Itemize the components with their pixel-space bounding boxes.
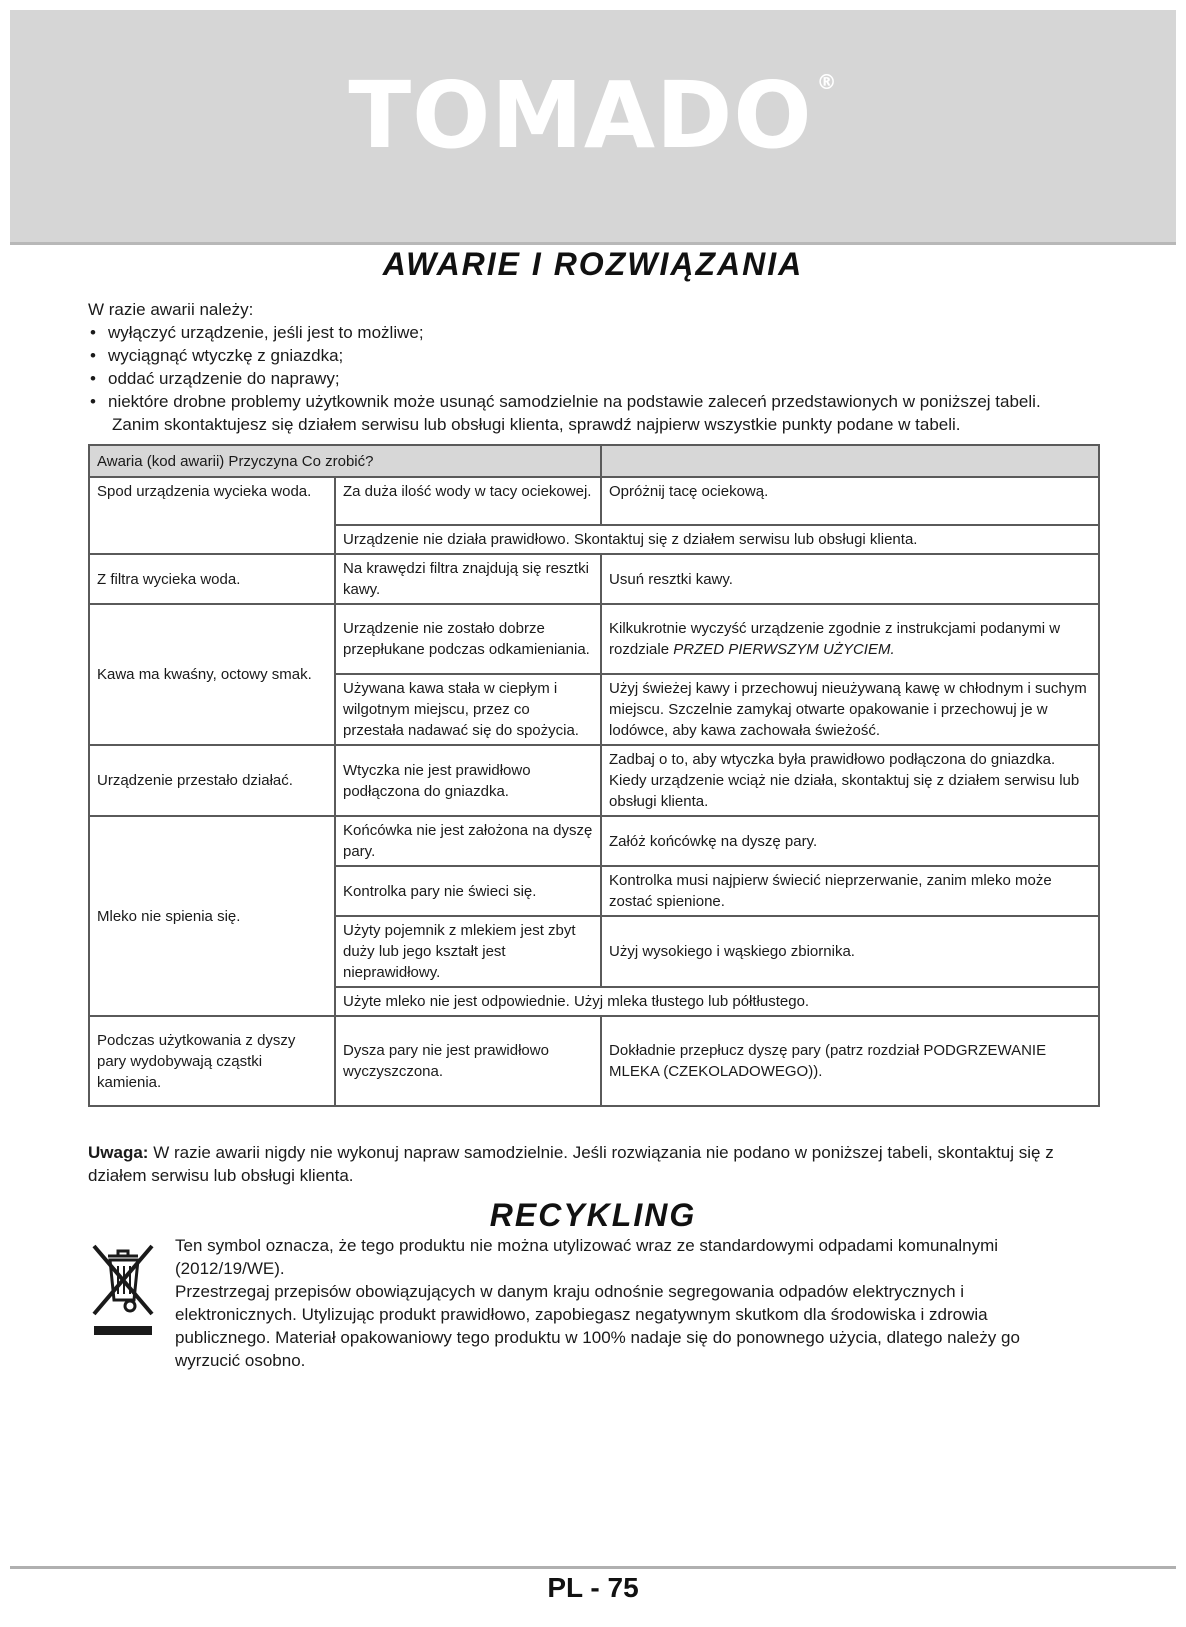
intro-bullet: • wyciągnąć wtyczkę z gniazdka;: [88, 344, 1098, 367]
cause-cell: Wtyczka nie jest prawidłowo podłączona do gniazdka.: [335, 745, 601, 816]
section-title-recycling: RECYKLING: [489, 1197, 697, 1233]
fix-cell: Dokładnie przepłucz dyszę pary (patrz rozdział PODGRZEWANIE MLEKA (CZEKOLADOWEGO)).: [601, 1016, 1099, 1106]
fault-cell: Mleko nie spienia się.: [89, 816, 335, 1016]
table-header-row: [89, 445, 1099, 477]
fix-cell: Załóż końcówkę na dyszę pary.: [601, 816, 1099, 866]
recycling-paragraph: Przestrzegaj przepisów obowiązujących w danym kraju odnośnie segregowania odpadów elektrycznych i elektronicznych. Utylizując produkt prawidłowo, zapobiegasz negatywnym skutkom dla środowiska i zdrowia publicznego. Materiał opakowaniowy tego produktu w 100% nadaje się do ponownego użycia, dlatego należy go wyrzucić osobno.: [175, 1282, 1020, 1370]
fault-cell: Kawa ma kwaśny, octowy smak.: [89, 604, 335, 745]
fault-cell: Podczas użytkowania z dyszy pary wydobywają cząstki kamienia.: [89, 1016, 335, 1106]
brand-logo: [10, 62, 1176, 169]
intro-bullet-continuation: Zanim skontaktujesz się działem serwisu lub obsługi klienta, sprawdź najpierw wszystkie punkty podane w tabeli.: [112, 415, 961, 434]
note-text: W razie awarii nigdy nie wykonuj napraw samodzielnie. Jeśli rozwiązania nie podano w poniższej tabeli, skontaktuj się z działem serwisu lub obsługi klienta.: [88, 1143, 1054, 1185]
intro-text: W razie awarii należy:: [88, 300, 254, 319]
cause-cell: Na krawędzi filtra znajdują się resztki kawy.: [335, 554, 601, 604]
table-row: [89, 604, 1099, 674]
table-header-cell: Awaria (kod awarii) Przyczyna Co zrobić?: [89, 445, 601, 477]
intro-bullet: • niektóre drobne problemy użytkownik może usunąć samodzielnie na podstawie zaleceń przedstawionych w poniższej tabeli.: [88, 390, 1098, 413]
table-row: [89, 477, 1099, 525]
warning-note: [88, 1141, 1098, 1187]
faults-intro: [88, 298, 1098, 436]
table-header-cell-empty: [601, 445, 1099, 477]
fault-cell: Urządzenie przestało działać.: [89, 745, 335, 816]
cause-cell: Końcówka nie jest założona na dyszę pary.: [335, 816, 601, 866]
cause-cell: Za duża ilość wody w tacy ociekowej.: [335, 477, 601, 525]
table-row: [89, 816, 1099, 866]
section-title-faults: AWARIE I ROZWIĄZANIA: [382, 246, 804, 282]
recycling-paragraph: Ten symbol oznacza, że tego produktu nie można utylizować wraz ze standardowymi odpadami komunalnymi (2012/19/WE).: [175, 1236, 999, 1278]
table-row: [89, 745, 1099, 816]
cause-cell: Kontrolka pary nie świeci się.: [335, 866, 601, 916]
cause-cell: Urządzenie nie zostało dobrze przepłukane podczas odkamieniania.: [335, 604, 601, 674]
merged-cell: Użyte mleko nie jest odpowiednie. Użyj mleka tłustego lub półtłustego.: [335, 987, 1099, 1016]
fix-cell: Użyj świeżej kawy i przechowuj nieużywaną kawę w chłodnym i suchym miejscu. Szczelnie zamykaj otwarte opakowanie i przechowuj je w lodówce, aby kawa zachowała świeżość.: [601, 674, 1099, 745]
intro-bullet: • oddać urządzenie do naprawy;: [88, 367, 1098, 390]
table-row: [89, 554, 1099, 604]
header-banner: [10, 10, 1176, 245]
weee-bin-icon: [90, 1240, 156, 1336]
fix-text: Kilkukrotnie wyczyść urządzenie zgodnie z instrukcjami podanymi w rozdziale: [609, 620, 1061, 658]
merged-cell: Urządzenie nie działa prawidłowo. Skontaktuj się z działem serwisu lub obsługi klienta.: [335, 525, 1099, 554]
fix-cell: [601, 604, 1099, 674]
fault-cell: Z filtra wycieka woda.: [89, 554, 335, 604]
fix-cell: Opróżnij tacę ociekową.: [601, 477, 1099, 525]
cause-cell: Użyty pojemnik z mlekiem jest zbyt duży lub jego kształt jest nieprawidłowy.: [335, 916, 601, 987]
fix-cell: Użyj wysokiego i wąskiego zbiornika.: [601, 916, 1099, 987]
table-row: [89, 1016, 1099, 1106]
page-number: PL - 75: [547, 1572, 639, 1603]
fix-cell: Zadbaj o to, aby wtyczka była prawidłowo podłączona do gniazdka. Kiedy urządzenie wciąż nie działa, skontaktuj się z działem serwisu lub obsługi klienta.: [601, 745, 1099, 816]
note-label: Uwaga:: [88, 1143, 149, 1162]
fix-cell: Usuń resztki kawy.: [601, 554, 1099, 604]
brand-name: TOMADO: [348, 62, 813, 169]
cause-cell: Dysza pary nie jest prawidłowo wyczyszczona.: [335, 1016, 601, 1106]
registered-mark: ®: [816, 70, 838, 94]
fault-cell: Spod urządzenia wycieka woda.: [89, 477, 335, 554]
footer-divider: [10, 1566, 1176, 1569]
recycling-text: [175, 1234, 1075, 1372]
troubleshooting-table: [88, 444, 1100, 1107]
chapter-reference: PRZED PIERWSZYM UŻYCIEM.: [673, 641, 895, 658]
fix-cell: Kontrolka musi najpierw świecić nieprzerwanie, zanim mleko może zostać spienione.: [601, 866, 1099, 916]
intro-bullet: • wyłączyć urządzenie, jeśli jest to możliwe;: [88, 321, 1098, 344]
intro-bullet-list: [88, 321, 1098, 413]
cause-cell: Używana kawa stała w ciepłym i wilgotnym miejscu, przez co przestała nadawać się do spożycia.: [335, 674, 601, 745]
